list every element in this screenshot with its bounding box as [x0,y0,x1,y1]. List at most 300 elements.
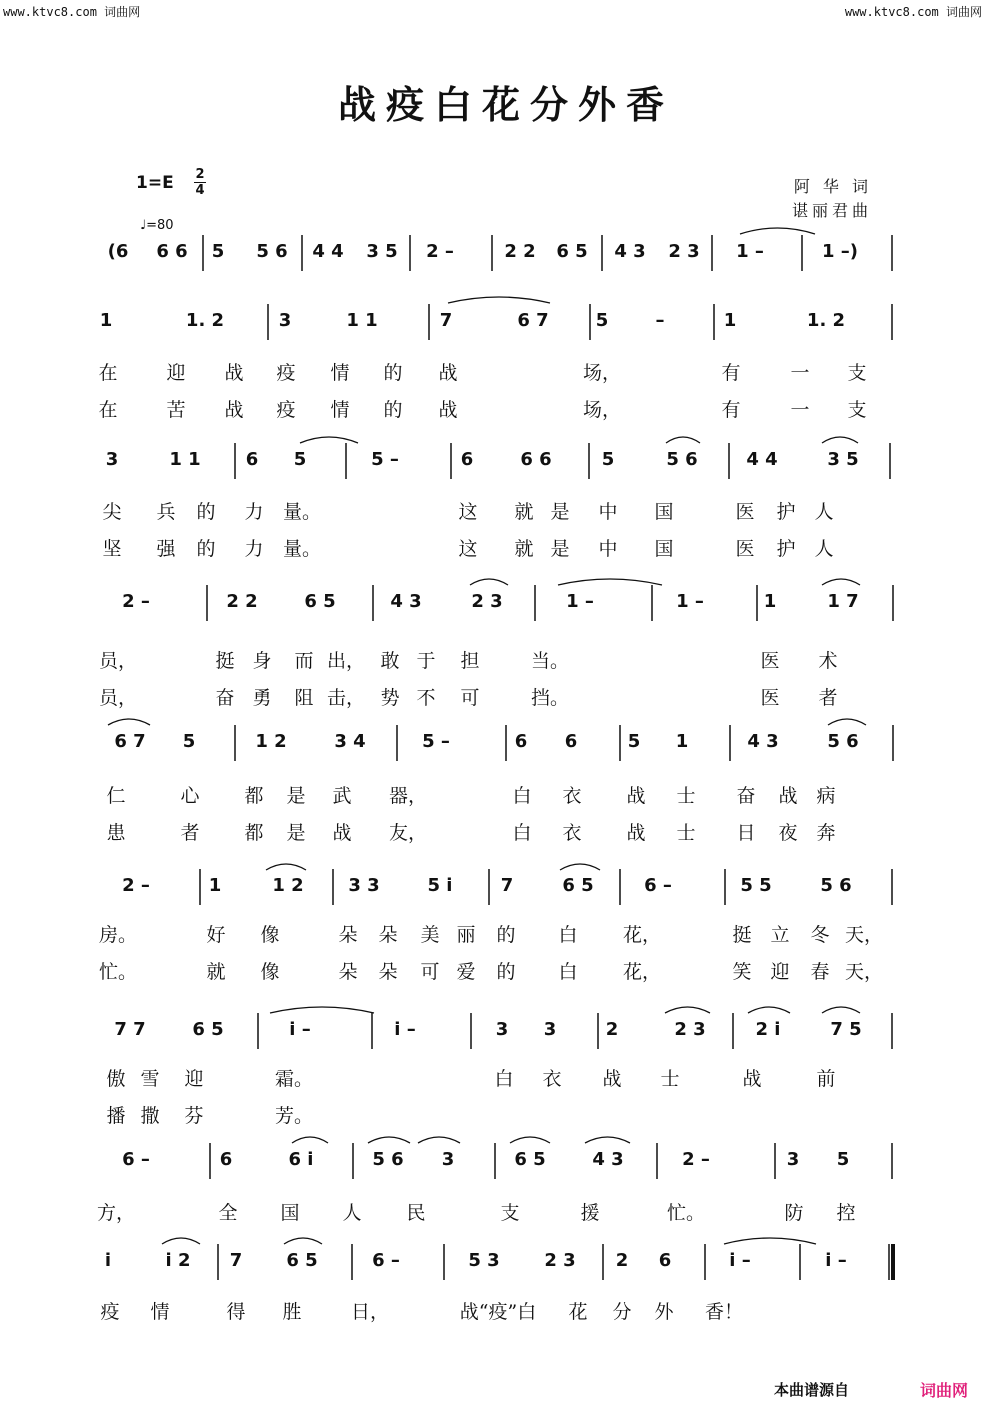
note-group: 7 [500,875,514,896]
lyric-char: 尖 [102,501,122,523]
slur [266,864,306,870]
note-group: 6 [564,731,578,752]
time-signature-bottom: 4 [195,183,205,198]
lyric-char: 日， [350,1301,390,1323]
note-group: 2 – [682,1149,710,1170]
note-group: 1 – [566,591,594,612]
note-group: 6 – [644,875,672,896]
lyric-char: 量。 [282,538,322,560]
lyric-char: 是 [550,538,570,560]
lyric-char: 人 [814,501,834,523]
time-signature-top: 2 [195,167,205,182]
lyric-char: 术 [818,650,838,672]
lyric-char: 衣 [562,822,582,844]
lyric-char: 在 [98,362,118,384]
lyric-char: 白 [512,785,532,807]
lyric-char: 迎 [184,1068,204,1090]
note-group: 2 – [122,591,150,612]
lyric-char: 战 [438,399,458,421]
note-group: (6 [107,241,129,262]
lyric-char: 友， [388,822,428,844]
note-group: i [104,1250,112,1271]
lyric-char: 力 [244,538,264,560]
slur [292,1137,328,1143]
lyric-char: 医 [735,501,755,523]
time-signature [194,168,206,197]
lyric-char: 迎 [166,362,186,384]
note-group: 6 i [288,1149,314,1170]
note-group: 5 6 [827,731,859,752]
note-group: 1 2 [255,731,287,752]
lyric-char: 心 [180,785,200,807]
note-group: 6 7 [114,731,146,752]
lyric-char: 民 [406,1202,426,1224]
lyric-row-3-verse-1 [0,497,990,523]
lyric-char: 这 [458,501,478,523]
lyric-char: 量。 [282,501,322,523]
slur [270,1007,374,1013]
lyric-char: 夜 [778,822,798,844]
lyric-char: 场， [582,399,622,421]
lyric-char: 情 [150,1301,170,1323]
composer-credit: 谌丽君曲 [791,201,872,220]
lyric-char: 坚 [102,538,122,560]
lyric-char: 疫 [100,1301,120,1323]
lyricist-credit: 阿 华 词 [793,177,872,196]
note-group: 3 5 [366,241,398,262]
key-signature: 1=E [136,173,174,193]
note-group: 1. 2 [185,310,225,331]
lyric-char: 势 [380,687,400,709]
note-group: 3 [441,1149,455,1170]
lyric-char: 而 [294,650,314,672]
lyric-char: 香！ [704,1301,744,1323]
lyric-char: 外 [654,1301,674,1323]
note-row-8 [0,1149,990,1189]
note-group: 2 2 [226,591,258,612]
lyric-char: 护 [776,501,796,523]
note-group: 5 5 [740,875,772,896]
note-group: 6 6 [520,449,552,470]
note-group: 7 5 [830,1019,862,1040]
lyric-char: 朵 [338,924,358,946]
lyric-char: 于 [416,650,436,672]
watermark-left: www.ktvc8.com 词曲网 [3,5,141,19]
note-group: – [655,310,665,331]
lyric-char: 阻 [294,687,314,709]
lyric-char: 忙。 [666,1202,706,1224]
lyric-char: 得 [226,1301,246,1323]
lyric-char: 战 [626,822,646,844]
note-group: 3 [495,1019,509,1040]
lyric-char: 都 [244,785,264,807]
note-group: 1 [723,310,737,331]
note-group: 5 i [427,875,453,896]
lyric-char: 出， [326,650,366,672]
note-group: 5 [601,449,615,470]
lyric-char: 战 [224,362,244,384]
lyric-char: 战 [332,822,352,844]
slur [724,1238,816,1244]
lyric-char: 者 [180,822,200,844]
note-group: i 2 [165,1250,191,1271]
note-group: 4 3 [614,241,646,262]
note-group: 6 – [122,1149,150,1170]
note-group: 6 5 [192,1019,224,1040]
note-group: 5 [595,310,609,331]
lyric-char: 挡。 [530,687,570,709]
lyric-row-3-verse-2 [0,534,990,560]
note-group: 1 [763,591,777,612]
note-group: 4 3 [592,1149,624,1170]
note-group: 2 – [122,875,150,896]
lyric-char: 一 [790,362,810,384]
lyric-char: 日 [736,822,756,844]
lyric-char: 国 [654,538,674,560]
note-group: 6 [460,449,474,470]
lyric-char: 一 [790,399,810,421]
lyric-char: 中 [598,538,618,560]
note-group: 6 5 [556,241,588,262]
lyric-char: 胜 [282,1301,302,1323]
note-group: 3 3 [348,875,380,896]
lyric-char: 战“疫”白 [459,1301,537,1323]
lyric-char: 士 [676,785,696,807]
note-group: 1. 2 [806,310,846,331]
note-group: 5 [211,241,225,262]
lyric-char: 员， [98,687,138,709]
note-group: 5 [182,731,196,752]
note-group: 6 [245,449,259,470]
note-group: 6 5 [304,591,336,612]
lyric-char: 情 [330,399,350,421]
lyric-char: 战 [224,399,244,421]
note-group: 5 6 [256,241,288,262]
lyric-char: 的 [383,362,403,384]
note-group: 6 5 [514,1149,546,1170]
note-group: 2 3 [668,241,700,262]
lyric-char: 兵 [156,501,176,523]
lyric-char: 护 [776,538,796,560]
lyric-char: 当。 [530,650,570,672]
note-row-6 [0,875,990,915]
note-group: 6 [219,1149,233,1170]
slur [740,228,815,234]
lyric-char: 医 [735,538,755,560]
lyric-char: 武 [332,785,352,807]
lyric-row-9-verse-1 [0,1297,990,1323]
slur [368,1137,410,1143]
lyric-char: 可 [420,961,440,983]
note-group: 6 [658,1250,672,1271]
note-group: 4 4 [312,241,344,262]
slur [510,1137,550,1143]
note-group: 1 [99,310,113,331]
slur [470,579,508,585]
lyric-char: 是 [550,501,570,523]
lyric-char: 力 [244,501,264,523]
note-group: 2 3 [544,1250,576,1271]
note-group: i – [289,1019,311,1040]
note-group: 6 – [372,1250,400,1271]
note-group: 5 [293,449,307,470]
lyric-char: 的 [196,501,216,523]
note-group: 1 7 [827,591,859,612]
lyric-char: 防 [784,1202,804,1224]
lyric-char: 像 [260,924,280,946]
lyric-char: 衣 [562,785,582,807]
lyric-char: 立 [770,924,790,946]
note-group: 1 [675,731,689,752]
slur [748,1007,790,1013]
lyric-char: 苦 [166,399,186,421]
lyric-char: 就 [514,538,534,560]
lyric-row-4-verse-2 [0,683,990,709]
lyric-char: 战 [626,785,646,807]
note-group: 3 [105,449,119,470]
lyric-char: 国 [280,1202,300,1224]
lyric-char: 人 [814,538,834,560]
note-group: 3 [786,1149,800,1170]
note-group: 1 1 [346,310,378,331]
lyric-char: 花， [622,961,662,983]
lyric-char: 的 [383,399,403,421]
lyric-char: 战 [438,362,458,384]
note-group: 5 6 [820,875,852,896]
note-group: 5 [836,1149,850,1170]
lyric-char: 像 [260,961,280,983]
lyric-char: 援 [580,1202,600,1224]
lyric-char: 仁 [106,785,126,807]
note-row-4 [0,591,990,631]
lyric-row-4-verse-1 [0,646,990,672]
note-group: 7 [439,310,453,331]
note-row-7 [0,1019,990,1059]
note-group: i – [825,1250,847,1271]
lyric-char: 房。 [98,924,138,946]
note-group: 1 1 [169,449,201,470]
note-group: 5 6 [666,449,698,470]
lyric-char: 冬 [810,924,830,946]
lyric-char: 天， [844,924,884,946]
note-group: 2 3 [471,591,503,612]
note-row-2 [0,310,990,350]
lyric-char: 迎 [770,961,790,983]
lyric-char: 支 [847,362,867,384]
slur [108,719,150,725]
lyric-char: 是 [286,822,306,844]
note-group: 3 [543,1019,557,1040]
lyric-char: 爱 [456,961,476,983]
lyric-char: 支 [847,399,867,421]
lyric-char: 医 [760,650,780,672]
lyric-char: 医 [760,687,780,709]
lyric-char: 勇 [252,687,272,709]
lyric-row-6-verse-1 [0,920,990,946]
lyric-char: 奋 [215,687,235,709]
slur [162,1238,200,1244]
slur [665,1007,710,1013]
slur [300,437,358,443]
slur [828,719,866,725]
lyric-char: 有 [721,362,741,384]
footer-brand: 词曲网 [920,1381,969,1400]
note-group: 6 5 [286,1250,318,1271]
lyric-char: 好 [206,924,226,946]
note-group: 2 3 [674,1019,706,1040]
note-group: 2 [615,1250,629,1271]
lyric-char: 天， [844,961,884,983]
lyric-char: 白 [512,822,532,844]
note-row-9 [0,1250,990,1290]
footer-source: 本曲谱源自 [774,1381,850,1399]
lyric-char: 挺 [732,924,752,946]
lyric-char: 病 [816,785,836,807]
slur [558,579,662,585]
note-group: 6 5 [562,875,594,896]
lyric-char: 奔 [816,822,836,844]
lyric-row-7-verse-1 [0,1064,990,1090]
lyric-char: 撒 [140,1105,160,1127]
lyric-char: 者 [818,687,838,709]
lyric-char: 担 [460,650,480,672]
lyric-char: 霜。 [274,1068,314,1090]
note-row-5 [0,731,990,771]
note-group: 2 2 [504,241,536,262]
slur [666,437,700,443]
lyric-char: 疫 [276,362,296,384]
lyric-row-5-verse-1 [0,781,990,807]
note-group: 6 6 [156,241,188,262]
lyric-char: 花， [622,924,662,946]
lyric-char: 患 [106,822,126,844]
note-group: 6 7 [517,310,549,331]
lyric-char: 分 [612,1301,632,1323]
lyric-char: 的 [496,961,516,983]
note-group: 5 6 [372,1149,404,1170]
lyric-char: 敢 [380,650,400,672]
lyric-char: 就 [206,961,226,983]
lyric-char: 战 [742,1068,762,1090]
note-group: 2 – [426,241,454,262]
note-group: 5 [627,731,641,752]
note-group: 5 3 [468,1250,500,1271]
lyric-char: 朵 [378,961,398,983]
lyric-char: 芬 [184,1105,204,1127]
lyric-char: 雪 [140,1068,160,1090]
note-group: i – [729,1250,751,1271]
lyric-char: 器， [388,785,428,807]
lyric-char: 朵 [378,924,398,946]
lyric-char: 情 [330,362,350,384]
lyric-row-2-verse-2 [0,395,990,421]
note-group: 2 i [755,1019,781,1040]
note-group: i – [394,1019,416,1040]
lyric-char: 芳。 [274,1105,314,1127]
lyric-row-5-verse-2 [0,818,990,844]
note-group: 7 7 [114,1019,146,1040]
lyric-char: 士 [676,822,696,844]
note-group: 4 3 [747,731,779,752]
lyric-row-8-verse-1 [0,1198,990,1224]
lyric-char: 美 [420,924,440,946]
lyric-char: 战 [602,1068,622,1090]
lyric-row-2-verse-1 [0,358,990,384]
lyric-char: 在 [98,399,118,421]
note-group: 4 4 [746,449,778,470]
lyric-char: 都 [244,822,264,844]
note-group: 1 – [676,591,704,612]
lyric-char: 丽 [456,924,476,946]
lyric-char: 国 [654,501,674,523]
lyric-char: 花 [568,1301,588,1323]
note-group: 6 [514,731,528,752]
lyric-row-7-verse-2 [0,1101,990,1127]
lyric-char: 有 [721,399,741,421]
lyric-char: 全 [218,1202,238,1224]
lyric-char: 的 [196,538,216,560]
note-group: 3 [278,310,292,331]
lyric-char: 笑 [732,961,752,983]
slur [448,297,550,303]
lyric-char: 员， [98,650,138,672]
lyric-char: 白 [558,961,578,983]
lyric-char: 傲 [106,1068,126,1090]
note-group: 5 – [422,731,450,752]
lyric-char: 中 [598,501,618,523]
lyric-char: 白 [558,924,578,946]
note-group: 1 2 [272,875,304,896]
lyric-char: 场， [582,362,622,384]
lyric-char: 这 [458,538,478,560]
lyric-char: 强 [156,538,176,560]
lyric-char: 衣 [542,1068,562,1090]
lyric-char: 前 [816,1068,836,1090]
lyric-char: 春 [810,961,830,983]
note-group: 1 [208,875,222,896]
lyric-char: 身 [252,650,272,672]
note-group: 4 3 [390,591,422,612]
slur [560,864,600,870]
note-group: 5 – [371,449,399,470]
note-row-1 [0,241,990,281]
lyric-char: 播 [106,1105,126,1127]
lyric-row-6-verse-2 [0,957,990,983]
lyric-char: 就 [514,501,534,523]
note-group: 1 – [736,241,764,262]
lyric-char: 方， [96,1202,136,1224]
lyric-char: 挺 [215,650,235,672]
lyric-char: 奋 [736,785,756,807]
watermark-right: www.ktvc8.com 词曲网 [844,5,982,19]
note-group: 3 5 [827,449,859,470]
lyric-char: 可 [460,687,480,709]
note-group: 2 [605,1019,619,1040]
note-group: 7 [229,1250,243,1271]
slur [822,579,860,585]
lyric-char: 人 [342,1202,362,1224]
slur [822,437,858,443]
note-row-3 [0,449,990,489]
lyric-char: 控 [836,1202,856,1224]
lyric-char: 朵 [338,961,358,983]
lyric-char: 士 [660,1068,680,1090]
lyric-char: 疫 [276,399,296,421]
lyric-char: 战 [778,785,798,807]
lyric-char: 支 [500,1202,520,1224]
note-group: 1 –) [821,241,859,262]
lyric-char: 击， [326,687,366,709]
